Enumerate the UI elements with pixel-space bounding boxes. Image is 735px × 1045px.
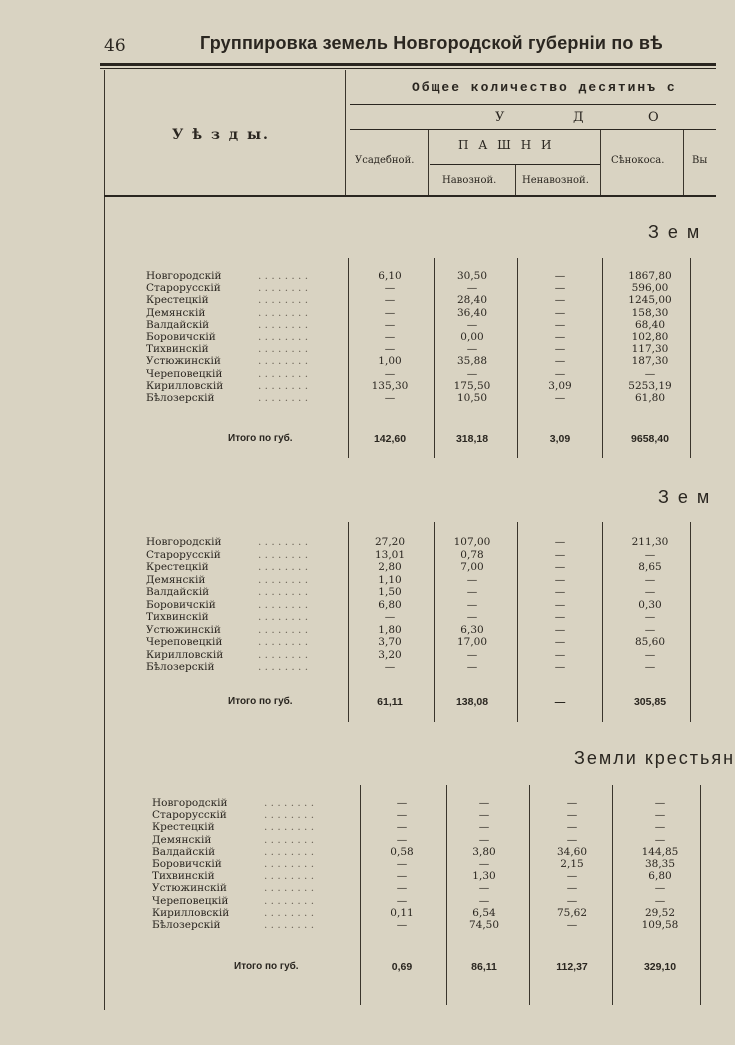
table-row xyxy=(0,907,716,920)
leader-dots: . . . . . . . . xyxy=(264,821,315,834)
table-cell: — xyxy=(466,598,478,611)
table-row xyxy=(0,586,716,599)
header-bottom-rule xyxy=(104,195,716,197)
table-cell: — xyxy=(396,833,408,846)
column-header-nenavoznoy: Ненавозной. xyxy=(522,175,589,186)
table-cell: 10,50 xyxy=(456,392,488,404)
table-cell: 6,54 xyxy=(472,906,496,919)
table-cell: 7,00 xyxy=(460,561,484,573)
table-cell: — xyxy=(466,573,478,586)
table-row xyxy=(0,870,716,883)
uezd-name: Кирилловскій xyxy=(146,648,224,661)
header-underline-ud xyxy=(350,129,716,130)
uezd-name: Боровичскій xyxy=(146,331,216,343)
uezd-name: Устюжинскій xyxy=(152,882,227,895)
table-cell: — xyxy=(644,648,656,661)
table-cell: — xyxy=(396,821,408,834)
table-cell: — xyxy=(384,331,396,343)
uezd-name: Боровичскій xyxy=(146,598,216,611)
leader-dots: . . . . . . . . xyxy=(258,586,309,598)
table-cell: 1245,00 xyxy=(628,294,672,307)
table-cell: 36,40 xyxy=(456,306,488,319)
table-row xyxy=(0,536,716,549)
table-cell: — xyxy=(554,598,566,611)
total-row xyxy=(0,961,716,974)
total-cell: 329,10 xyxy=(643,961,677,973)
table-cell: — xyxy=(554,611,566,623)
leader-dots: . . . . . . . . xyxy=(264,858,315,870)
table-cell: — xyxy=(396,919,408,931)
total-cell: 86,11 xyxy=(471,961,497,973)
table-cell: — xyxy=(466,661,478,673)
total-cell: 61,11 xyxy=(377,696,403,708)
table-cell: — xyxy=(396,894,408,907)
table-cell: — xyxy=(554,306,566,319)
table-cell: 117,30 xyxy=(631,343,669,356)
table-cell: — xyxy=(384,318,396,331)
leader-dots: . . . . . . . . xyxy=(258,343,309,356)
table-row xyxy=(0,392,716,405)
table-cell: 6,30 xyxy=(460,623,484,636)
uezd-name: Старорусскій xyxy=(146,548,221,561)
leader-dots: . . . . . . . . xyxy=(258,636,309,648)
table-cell: 1867,80 xyxy=(628,270,672,282)
uezd-name: Тихвинскій xyxy=(146,611,209,623)
leader-dots: . . . . . . . . xyxy=(258,573,309,586)
uezd-name: Боровичскій xyxy=(152,858,222,870)
table-cell: — xyxy=(644,611,656,623)
total-cell: 9658,40 xyxy=(631,433,669,445)
table-cell: — xyxy=(384,661,396,673)
uezd-name: Демянскій xyxy=(152,833,212,846)
table-cell: — xyxy=(644,367,656,380)
table-cell: — xyxy=(396,797,408,809)
table-cell: — xyxy=(554,573,566,586)
table-cell: 1,30 xyxy=(472,870,496,883)
table-cell: — xyxy=(554,355,566,368)
uezd-name: Череповецкій xyxy=(146,636,223,648)
table-cell: 0,00 xyxy=(460,331,484,343)
leader-dots: . . . . . . . . xyxy=(258,306,309,319)
leader-dots: . . . . . . . . xyxy=(258,294,309,307)
total-cell: 138,08 xyxy=(455,696,489,708)
total-cell: 0,69 xyxy=(391,961,413,973)
table-cell: 3,80 xyxy=(472,845,496,858)
table-cell: 17,00 xyxy=(456,636,488,648)
table-cell: 3,09 xyxy=(548,379,572,392)
uezd-name: Кирилловскій xyxy=(152,906,230,919)
page-number: 46 xyxy=(104,36,126,56)
uezd-name: Старорусскій xyxy=(152,809,227,822)
table-cell: — xyxy=(654,821,666,834)
column-header-senokosa: Сѣнокоса. xyxy=(611,155,665,166)
leader-dots: . . . . . . . . xyxy=(258,318,309,331)
table-cell: — xyxy=(384,611,396,623)
leader-dots: . . . . . . . . xyxy=(258,379,309,392)
header-letter-d: Д xyxy=(573,110,584,125)
table-cell: — xyxy=(554,270,566,282)
uezd-name: Крестецкій xyxy=(152,821,215,834)
total-cell: 305,85 xyxy=(633,696,667,708)
table-cell: — xyxy=(554,294,566,307)
table-cell: — xyxy=(478,894,490,907)
table-row xyxy=(0,882,716,895)
leader-dots: . . . . . . . . xyxy=(258,392,309,404)
table-cell: — xyxy=(466,648,478,661)
table-cell: 5253,19 xyxy=(628,379,672,392)
column-header-pashni: П А Ш Н И xyxy=(458,138,555,152)
table-cell: — xyxy=(566,870,578,883)
table-cell: 211,30 xyxy=(631,536,669,548)
uezd-name: Бѣлозерскій xyxy=(152,919,221,931)
table-row xyxy=(0,282,716,295)
table-cell: — xyxy=(466,282,478,295)
table-cell: — xyxy=(554,548,566,561)
table-cell: — xyxy=(566,833,578,846)
table-cell: — xyxy=(554,318,566,331)
col-senokosa-border xyxy=(683,130,684,195)
uezd-name: Демянскій xyxy=(146,306,206,319)
table-cell: — xyxy=(554,586,566,598)
uezd-name: Новгородскій xyxy=(146,270,222,282)
table-row xyxy=(0,574,716,587)
table-cell: — xyxy=(384,367,396,380)
leader-dots: . . . . . . . . xyxy=(258,611,309,623)
table-cell: — xyxy=(554,648,566,661)
leader-dots: . . . . . . . . xyxy=(264,906,315,919)
total-cell: 318,18 xyxy=(455,433,489,445)
table-cell: 27,20 xyxy=(374,536,406,548)
leader-dots: . . . . . . . . xyxy=(264,894,315,907)
uezd-name: Бѣлозерскій xyxy=(146,661,215,673)
table-cell: 0,58 xyxy=(390,845,414,858)
table-cell: — xyxy=(554,392,566,404)
table-cell: — xyxy=(644,573,656,586)
table-cell: 2,15 xyxy=(560,858,584,870)
table-cell: 1,10 xyxy=(378,573,402,586)
table-cell: — xyxy=(644,548,656,561)
table-row xyxy=(0,611,716,624)
table-cell: — xyxy=(478,821,490,834)
leader-dots: . . . . . . . . xyxy=(264,919,315,931)
table-cell: — xyxy=(554,343,566,356)
uezd-name: Устюжинскій xyxy=(146,355,221,368)
table-row xyxy=(0,319,716,332)
table-cell: — xyxy=(654,809,666,822)
leader-dots: . . . . . . . . xyxy=(264,870,315,883)
table-row xyxy=(0,307,716,320)
leader-dots: . . . . . . . . xyxy=(258,270,309,282)
uezd-name: Новгородскій xyxy=(146,536,222,548)
uezd-name: Бѣлозерскій xyxy=(146,392,215,404)
leader-dots: . . . . . . . . xyxy=(258,561,309,573)
table-cell: — xyxy=(478,882,490,895)
header-letter-u: У xyxy=(495,110,505,125)
table-cell: 61,80 xyxy=(634,392,666,404)
table-row xyxy=(0,649,716,662)
top-rule-thin xyxy=(100,68,716,69)
table-cell: — xyxy=(654,797,666,809)
table-cell: — xyxy=(478,797,490,809)
table-name-column-border xyxy=(345,70,346,195)
table-cell: — xyxy=(644,661,656,673)
uezd-name: Кирилловскій xyxy=(146,379,224,392)
column-header-uezdy: У ѣ з д ы. xyxy=(172,127,270,143)
table-row xyxy=(0,343,716,356)
table-cell: — xyxy=(396,870,408,883)
uezd-name: Устюжинскій xyxy=(146,623,221,636)
uezd-name: Новгородскій xyxy=(152,797,228,809)
table-cell: 35,88 xyxy=(456,355,488,368)
total-label: Итого по губ. xyxy=(228,433,293,444)
leader-dots: . . . . . . . . xyxy=(264,845,315,858)
table-cell: 135,30 xyxy=(371,379,409,392)
total-cell: 3,09 xyxy=(549,433,571,445)
table-cell: — xyxy=(396,809,408,822)
leader-dots: . . . . . . . . xyxy=(258,623,309,636)
table-cell: 28,40 xyxy=(456,294,488,307)
table-cell: — xyxy=(466,586,478,598)
uezd-name: Крестецкій xyxy=(146,561,209,573)
table-cell: 102,80 xyxy=(631,331,669,343)
leader-dots: . . . . . . . . xyxy=(258,661,309,673)
uezd-name: Валдайскій xyxy=(146,586,210,598)
table-cell: 30,50 xyxy=(456,270,488,282)
table-cell: 8,65 xyxy=(638,561,662,573)
table-cell: 0,30 xyxy=(638,598,662,611)
table-row xyxy=(0,549,716,562)
table-cell: — xyxy=(644,586,656,598)
table-cell: 6,10 xyxy=(378,270,402,282)
table-cell: — xyxy=(566,821,578,834)
leader-dots: . . . . . . . . xyxy=(258,331,309,343)
table-cell: 158,30 xyxy=(631,306,669,319)
table-row xyxy=(0,636,716,649)
column-header-navoznoy: Навозной. xyxy=(442,175,497,186)
col-usadebnoy-border xyxy=(428,130,429,195)
table-cell: — xyxy=(554,636,566,648)
table-cell: 1,00 xyxy=(378,355,402,368)
total-row xyxy=(0,696,716,709)
table-cell: 75,62 xyxy=(556,906,588,919)
table-cell: — xyxy=(478,809,490,822)
table-row xyxy=(0,599,716,612)
uezd-name: Валдайскій xyxy=(152,845,216,858)
leader-dots: . . . . . . . . xyxy=(258,355,309,368)
table-row xyxy=(0,270,716,283)
leader-dots: . . . . . . . . xyxy=(264,797,315,809)
col-navoznoy-border xyxy=(515,165,516,195)
table-row xyxy=(0,846,716,859)
leader-dots: . . . . . . . . xyxy=(264,833,315,846)
table-cell: — xyxy=(554,282,566,295)
leader-dots: . . . . . . . . xyxy=(258,648,309,661)
total-cell: 142,60 xyxy=(373,433,407,445)
table-cell: — xyxy=(466,367,478,380)
table-cell: — xyxy=(566,894,578,907)
table-cell: 68,40 xyxy=(634,318,666,331)
table-row xyxy=(0,294,716,307)
uezd-name: Валдайскій xyxy=(146,318,210,331)
table-row xyxy=(0,355,716,368)
table-cell: — xyxy=(396,858,408,870)
total-row xyxy=(0,433,716,446)
section-title: З е м xyxy=(648,222,702,242)
total-label: Итого по губ. xyxy=(228,696,293,707)
header-underline-pashni xyxy=(430,164,600,165)
table-cell: — xyxy=(554,623,566,636)
section-title: Земли крестьян xyxy=(574,748,735,768)
table-row xyxy=(0,797,716,810)
table-cell: 34,60 xyxy=(556,845,588,858)
table-cell: — xyxy=(654,833,666,846)
table-cell: 0,78 xyxy=(460,548,484,561)
total-cell: — xyxy=(554,696,566,708)
table-cell: — xyxy=(554,661,566,673)
table-cell: — xyxy=(566,797,578,809)
uezd-name: Тихвинскій xyxy=(152,870,215,883)
header-letter-o: О xyxy=(648,110,659,125)
table-row xyxy=(0,331,716,344)
table-cell: 29,52 xyxy=(644,906,676,919)
table-row xyxy=(0,624,716,637)
uezd-name: Крестецкій xyxy=(146,294,209,307)
table-cell: 107,00 xyxy=(453,536,491,548)
table-cell: — xyxy=(466,611,478,623)
table-cell: — xyxy=(478,833,490,846)
table-cell: 13,01 xyxy=(374,548,406,561)
table-cell: — xyxy=(566,809,578,822)
leader-dots: . . . . . . . . xyxy=(258,282,309,295)
table-cell: — xyxy=(554,367,566,380)
leader-dots: . . . . . . . . xyxy=(264,809,315,822)
leader-dots: . . . . . . . . xyxy=(258,367,309,380)
table-cell: — xyxy=(384,306,396,319)
table-cell: — xyxy=(566,882,578,895)
table-row xyxy=(0,380,716,393)
table-cell: — xyxy=(384,343,396,356)
table-cell: 0,11 xyxy=(390,906,414,919)
table-cell: 6,80 xyxy=(378,598,402,611)
table-row xyxy=(0,661,716,674)
table-cell: 144,85 xyxy=(641,845,679,858)
table-cell: — xyxy=(466,343,478,356)
uezd-name: Тихвинскій xyxy=(146,343,209,356)
total-label: Итого по губ. xyxy=(234,961,299,972)
column-header-v: Вы xyxy=(692,155,708,166)
table-cell: — xyxy=(654,882,666,895)
uezd-name: Демянскій xyxy=(146,573,206,586)
table-row xyxy=(0,858,716,871)
table-cell: 1,50 xyxy=(378,586,402,598)
top-rule xyxy=(100,63,716,66)
table-cell: 74,50 xyxy=(468,919,500,931)
col-pashni-border xyxy=(600,130,601,195)
table-cell: — xyxy=(644,623,656,636)
table-cell: — xyxy=(466,318,478,331)
column-header-overall: Общее количество десятинъ с xyxy=(412,80,677,95)
table-cell: 38,35 xyxy=(644,858,676,870)
running-title: Группировка земель Новгородской губерніи по вѣ xyxy=(200,33,663,53)
uezd-name: Череповецкій xyxy=(146,367,223,380)
table-cell: — xyxy=(654,894,666,907)
table-cell: 2,80 xyxy=(378,561,402,573)
table-cell: — xyxy=(554,331,566,343)
table-row xyxy=(0,821,716,834)
table-cell: 175,50 xyxy=(453,379,491,392)
total-cell: 112,37 xyxy=(556,961,588,973)
uezd-name: Старорусскій xyxy=(146,282,221,295)
table-row xyxy=(0,809,716,822)
table-cell: 596,00 xyxy=(631,282,669,295)
table-cell: — xyxy=(478,858,490,870)
table-cell: 109,58 xyxy=(641,919,679,931)
table-cell: 85,60 xyxy=(634,636,666,648)
table-cell: — xyxy=(384,392,396,404)
table-cell: — xyxy=(554,561,566,573)
section-title: З е м xyxy=(658,487,712,507)
table-row xyxy=(0,561,716,574)
table-cell: 3,70 xyxy=(378,636,402,648)
table-row xyxy=(0,834,716,847)
table-cell: — xyxy=(384,294,396,307)
uezd-name: Череповецкій xyxy=(152,894,229,907)
leader-dots: . . . . . . . . xyxy=(264,882,315,895)
table-cell: 1,80 xyxy=(378,623,402,636)
table-cell: 6,80 xyxy=(648,870,672,883)
column-header-usadebnoy: Усадебной. xyxy=(355,155,415,166)
leader-dots: . . . . . . . . xyxy=(258,548,309,561)
table-row xyxy=(0,895,716,908)
leader-dots: . . . . . . . . xyxy=(258,598,309,611)
table-cell: — xyxy=(566,919,578,931)
leader-dots: . . . . . . . . xyxy=(258,536,309,548)
table-cell: — xyxy=(384,282,396,295)
table-row xyxy=(0,368,716,381)
header-underline-overall xyxy=(350,104,716,105)
table-row xyxy=(0,919,716,932)
table-cell: 187,30 xyxy=(631,355,669,368)
table-cell: 3,20 xyxy=(378,648,402,661)
table-cell: — xyxy=(396,882,408,895)
table-cell: — xyxy=(554,536,566,548)
